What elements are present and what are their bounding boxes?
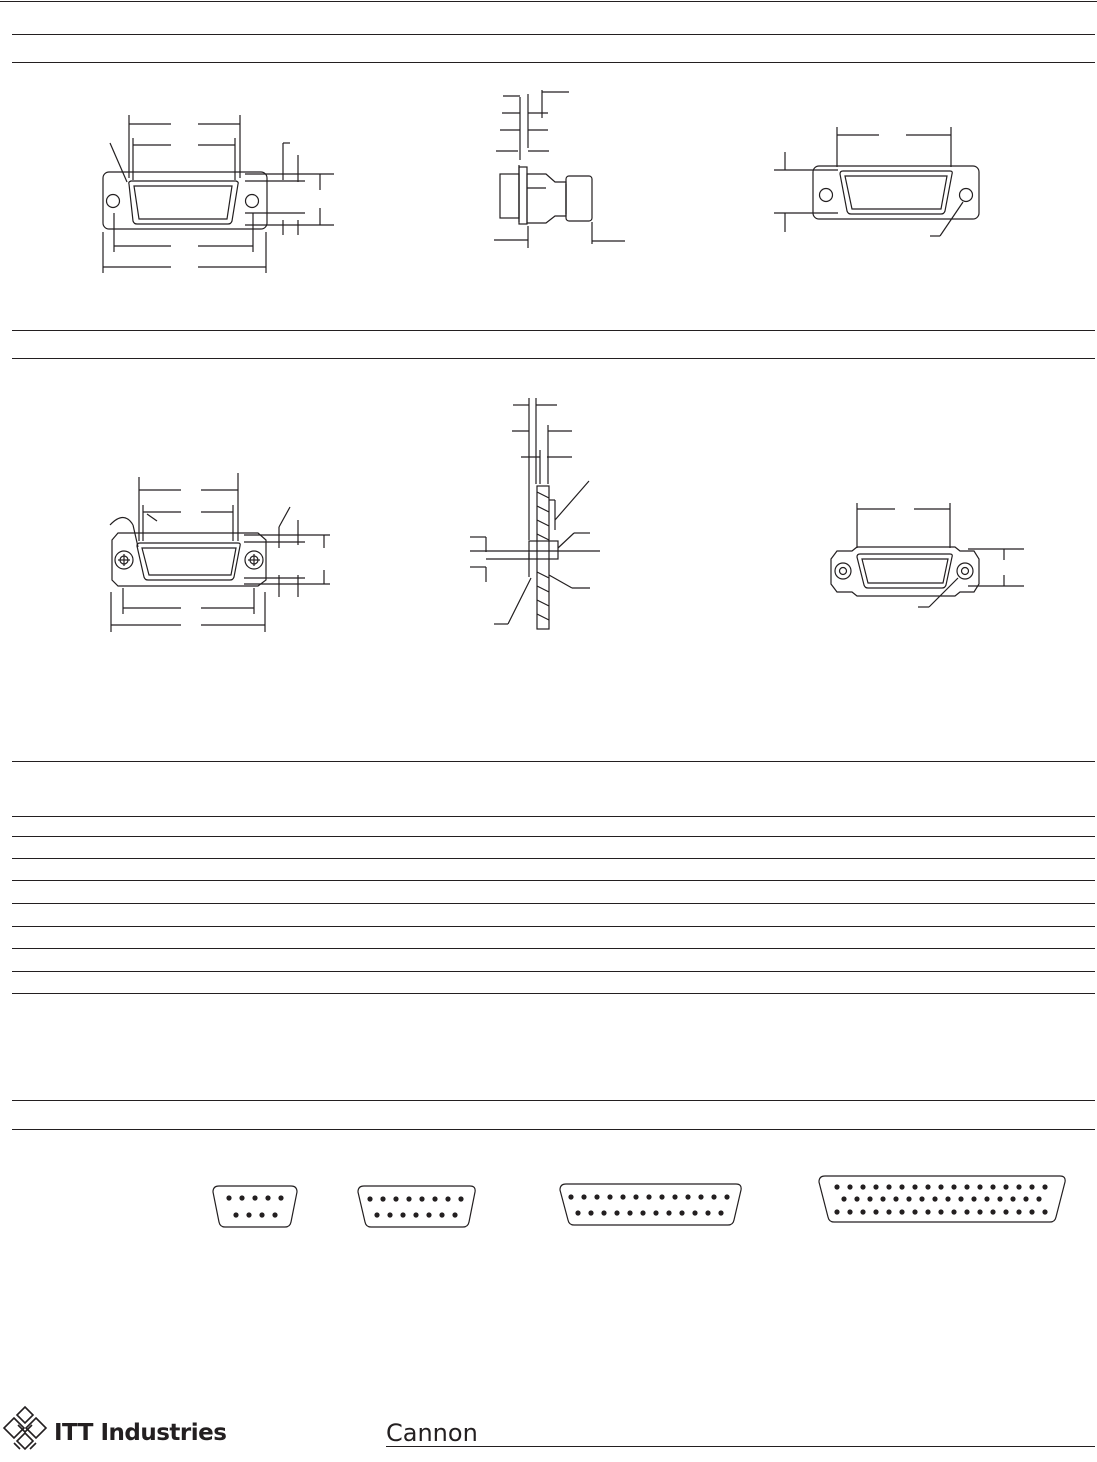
contact-pin-dot bbox=[679, 1210, 684, 1215]
brand-name: Cannon bbox=[386, 1419, 478, 1447]
contact-pin-dot bbox=[873, 1184, 878, 1189]
contact-pin-dot bbox=[718, 1210, 723, 1215]
contact-pin-dot bbox=[919, 1196, 924, 1201]
shell-size-e-face-view bbox=[213, 1186, 297, 1227]
contact-pin-dot bbox=[834, 1184, 839, 1189]
contact-pin-dot bbox=[685, 1194, 690, 1199]
contact-pin-dot bbox=[380, 1196, 385, 1201]
contact-pin-dot bbox=[854, 1196, 859, 1201]
contact-pin-dot bbox=[951, 1209, 956, 1214]
contact-pin-dot bbox=[374, 1212, 379, 1217]
rear-mount-front-view-drawing bbox=[110, 473, 330, 632]
contact-pin-dot bbox=[925, 1184, 930, 1189]
contact-pin-dot bbox=[1016, 1184, 1021, 1189]
contact-pin-dot bbox=[575, 1210, 580, 1215]
contact-pin-dot bbox=[226, 1195, 231, 1200]
footer-rule bbox=[386, 1446, 1095, 1447]
contact-pin-dot bbox=[847, 1184, 852, 1189]
contact-pin-dot bbox=[971, 1196, 976, 1201]
contact-pin-dot bbox=[964, 1209, 969, 1214]
contact-pin-dot bbox=[607, 1194, 612, 1199]
contact-pin-dot bbox=[1042, 1209, 1047, 1214]
rear-mount-panel-cutout-drawing bbox=[831, 503, 1024, 607]
company-name: ITT Industries bbox=[54, 1420, 227, 1446]
contact-pin-dot bbox=[834, 1209, 839, 1214]
contact-pin-dot bbox=[620, 1194, 625, 1199]
contact-pin-dot bbox=[990, 1184, 995, 1189]
front-mount-panel-cutout-drawing bbox=[774, 127, 979, 236]
contact-pin-dot bbox=[666, 1210, 671, 1215]
contact-pin-dot bbox=[594, 1194, 599, 1199]
front-mount-front-view-drawing bbox=[103, 115, 334, 273]
contact-pin-dot bbox=[659, 1194, 664, 1199]
contact-pin-dot bbox=[880, 1196, 885, 1201]
itt-diamond-logo-icon bbox=[2, 1405, 48, 1455]
contact-pin-dot bbox=[705, 1210, 710, 1215]
contact-pin-dot bbox=[439, 1212, 444, 1217]
contact-pin-dot bbox=[581, 1194, 586, 1199]
contact-pin-dot bbox=[672, 1194, 677, 1199]
contact-pin-dot bbox=[246, 1212, 251, 1217]
contact-pin-dot bbox=[977, 1184, 982, 1189]
shell-size-b-face-view bbox=[560, 1184, 741, 1225]
contact-pin-dot bbox=[1023, 1196, 1028, 1201]
contact-pin-dot bbox=[239, 1195, 244, 1200]
contact-pin-dot bbox=[945, 1196, 950, 1201]
contact-pin-dot bbox=[614, 1210, 619, 1215]
contact-pin-dot bbox=[367, 1196, 372, 1201]
contact-pin-dot bbox=[640, 1210, 645, 1215]
contact-pin-dot bbox=[906, 1196, 911, 1201]
contact-pin-dot bbox=[646, 1194, 651, 1199]
contact-pin-dot bbox=[601, 1210, 606, 1215]
contact-pin-dot bbox=[426, 1212, 431, 1217]
contact-pin-dot bbox=[272, 1212, 277, 1217]
rear-mount-side-section-drawing bbox=[470, 398, 600, 629]
contact-pin-dots bbox=[226, 1184, 1047, 1217]
contact-pin-dot bbox=[912, 1209, 917, 1214]
contact-pin-dot bbox=[432, 1196, 437, 1201]
contact-pin-dot bbox=[406, 1196, 411, 1201]
contact-pin-dot bbox=[1036, 1196, 1041, 1201]
contact-pin-dot bbox=[1003, 1184, 1008, 1189]
contact-pin-dot bbox=[278, 1195, 283, 1200]
contact-pin-dot bbox=[445, 1196, 450, 1201]
contact-pin-dot bbox=[899, 1184, 904, 1189]
contact-pin-dot bbox=[886, 1184, 891, 1189]
contact-pin-dot bbox=[1029, 1184, 1034, 1189]
contact-pin-dot bbox=[413, 1212, 418, 1217]
contact-pin-dot bbox=[1029, 1209, 1034, 1214]
contact-pin-dot bbox=[912, 1184, 917, 1189]
contact-pin-dot bbox=[1016, 1209, 1021, 1214]
contact-pin-dot bbox=[990, 1209, 995, 1214]
contact-pin-dot bbox=[627, 1210, 632, 1215]
contact-pin-dot bbox=[568, 1194, 573, 1199]
contact-pin-dot bbox=[925, 1209, 930, 1214]
contact-pin-dot bbox=[958, 1196, 963, 1201]
contact-pin-dot bbox=[1010, 1196, 1015, 1201]
shell-size-a-face-view bbox=[358, 1186, 475, 1227]
front-mount-side-view-drawing bbox=[494, 90, 625, 248]
contact-pin-dot bbox=[841, 1196, 846, 1201]
contact-pin-dot bbox=[964, 1184, 969, 1189]
contact-pin-dot bbox=[938, 1209, 943, 1214]
contact-pin-dot bbox=[997, 1196, 1002, 1201]
contact-pin-dot bbox=[893, 1196, 898, 1201]
contact-pin-dot bbox=[393, 1196, 398, 1201]
contact-pin-dot bbox=[886, 1209, 891, 1214]
contact-pin-dot bbox=[951, 1184, 956, 1189]
contact-pin-dot bbox=[698, 1194, 703, 1199]
contact-pin-dot bbox=[588, 1210, 593, 1215]
contact-pin-dot bbox=[860, 1184, 865, 1189]
contact-pin-dot bbox=[860, 1209, 865, 1214]
contact-pin-dot bbox=[387, 1212, 392, 1217]
contact-pin-dot bbox=[873, 1209, 878, 1214]
contact-pin-dot bbox=[867, 1196, 872, 1201]
contact-pin-dot bbox=[724, 1194, 729, 1199]
contact-pin-dot bbox=[252, 1195, 257, 1200]
contact-pin-dot bbox=[711, 1194, 716, 1199]
contact-pin-dot bbox=[899, 1209, 904, 1214]
contact-pin-dot bbox=[458, 1196, 463, 1201]
contact-pin-dot bbox=[932, 1196, 937, 1201]
contact-pin-dot bbox=[633, 1194, 638, 1199]
contact-pin-dot bbox=[938, 1184, 943, 1189]
contact-pin-dot bbox=[847, 1209, 852, 1214]
contact-pin-dot bbox=[984, 1196, 989, 1201]
contact-pin-dot bbox=[265, 1195, 270, 1200]
contact-pin-dot bbox=[1003, 1209, 1008, 1214]
contact-pin-dot bbox=[977, 1209, 982, 1214]
contact-pin-dot bbox=[1042, 1184, 1047, 1189]
contact-pin-dot bbox=[653, 1210, 658, 1215]
contact-pin-dot bbox=[419, 1196, 424, 1201]
contact-pin-dot bbox=[259, 1212, 264, 1217]
contact-pin-dot bbox=[400, 1212, 405, 1217]
contact-pin-dot bbox=[692, 1210, 697, 1215]
contact-pin-dot bbox=[233, 1212, 238, 1217]
contact-pin-dot bbox=[452, 1212, 457, 1217]
